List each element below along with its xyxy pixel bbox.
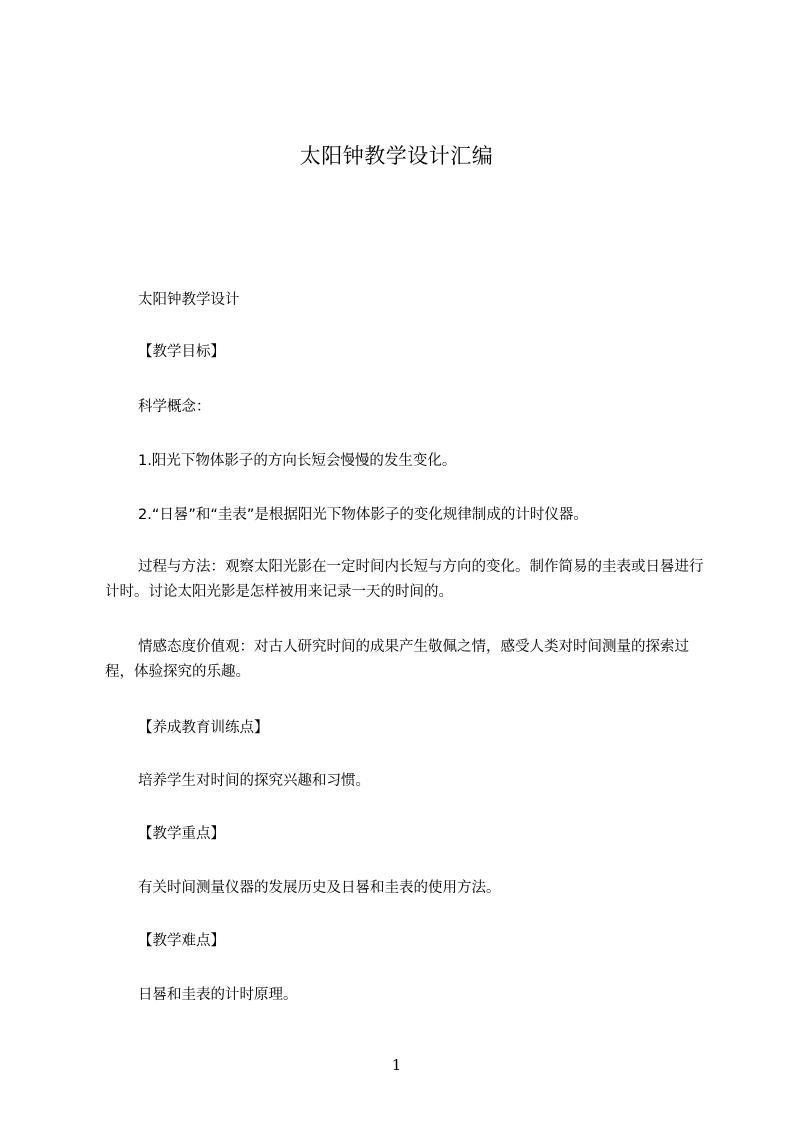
paragraph-attitudes-values: 情感态度价值观：对古人研究时间的成果产生敬佩之情，感受人类对时间测量的探索过程，体验探究的乐趣。 [105,639,689,680]
heading-difficulties: 【教学难点】 [138,933,225,949]
paragraph-difficulties: 日晷和圭表的计时原理。 [138,987,298,1003]
paragraph-key-points: 有关时间测量仪器的发展历史及日晷和圭表的使用方法。 [138,880,501,896]
paragraph-habit-training: 培养学生对时间的探究兴趣和习惯。 [138,773,370,789]
list-item-2: 2.“日晷”和“圭表”是根据阳光下物体影子的变化规律制成的计时仪器。 [138,507,588,523]
paragraph-science-concepts: 科学概念： [138,399,211,415]
list-item-1: 1.阳光下物体影子的方向长短会慢慢的发生变化。 [138,453,457,469]
paragraph-subtitle: 太阳钟教学设计 [138,292,240,308]
document-title: 太阳钟教学设计汇编 [299,144,494,168]
page-number: 1 [391,1056,402,1074]
heading-habit-training: 【养成教育训练点】 [138,720,269,736]
heading-key-points: 【教学重点】 [138,826,225,842]
heading-teaching-goals: 【教学目标】 [138,344,225,360]
paragraph-process-methods: 过程与方法：观察太阳光影在一定时间内长短与方向的变化。制作简易的圭表或日晷进行计时。讨论太阳光影是怎样被用来记录一天的时间的。 [105,559,704,600]
